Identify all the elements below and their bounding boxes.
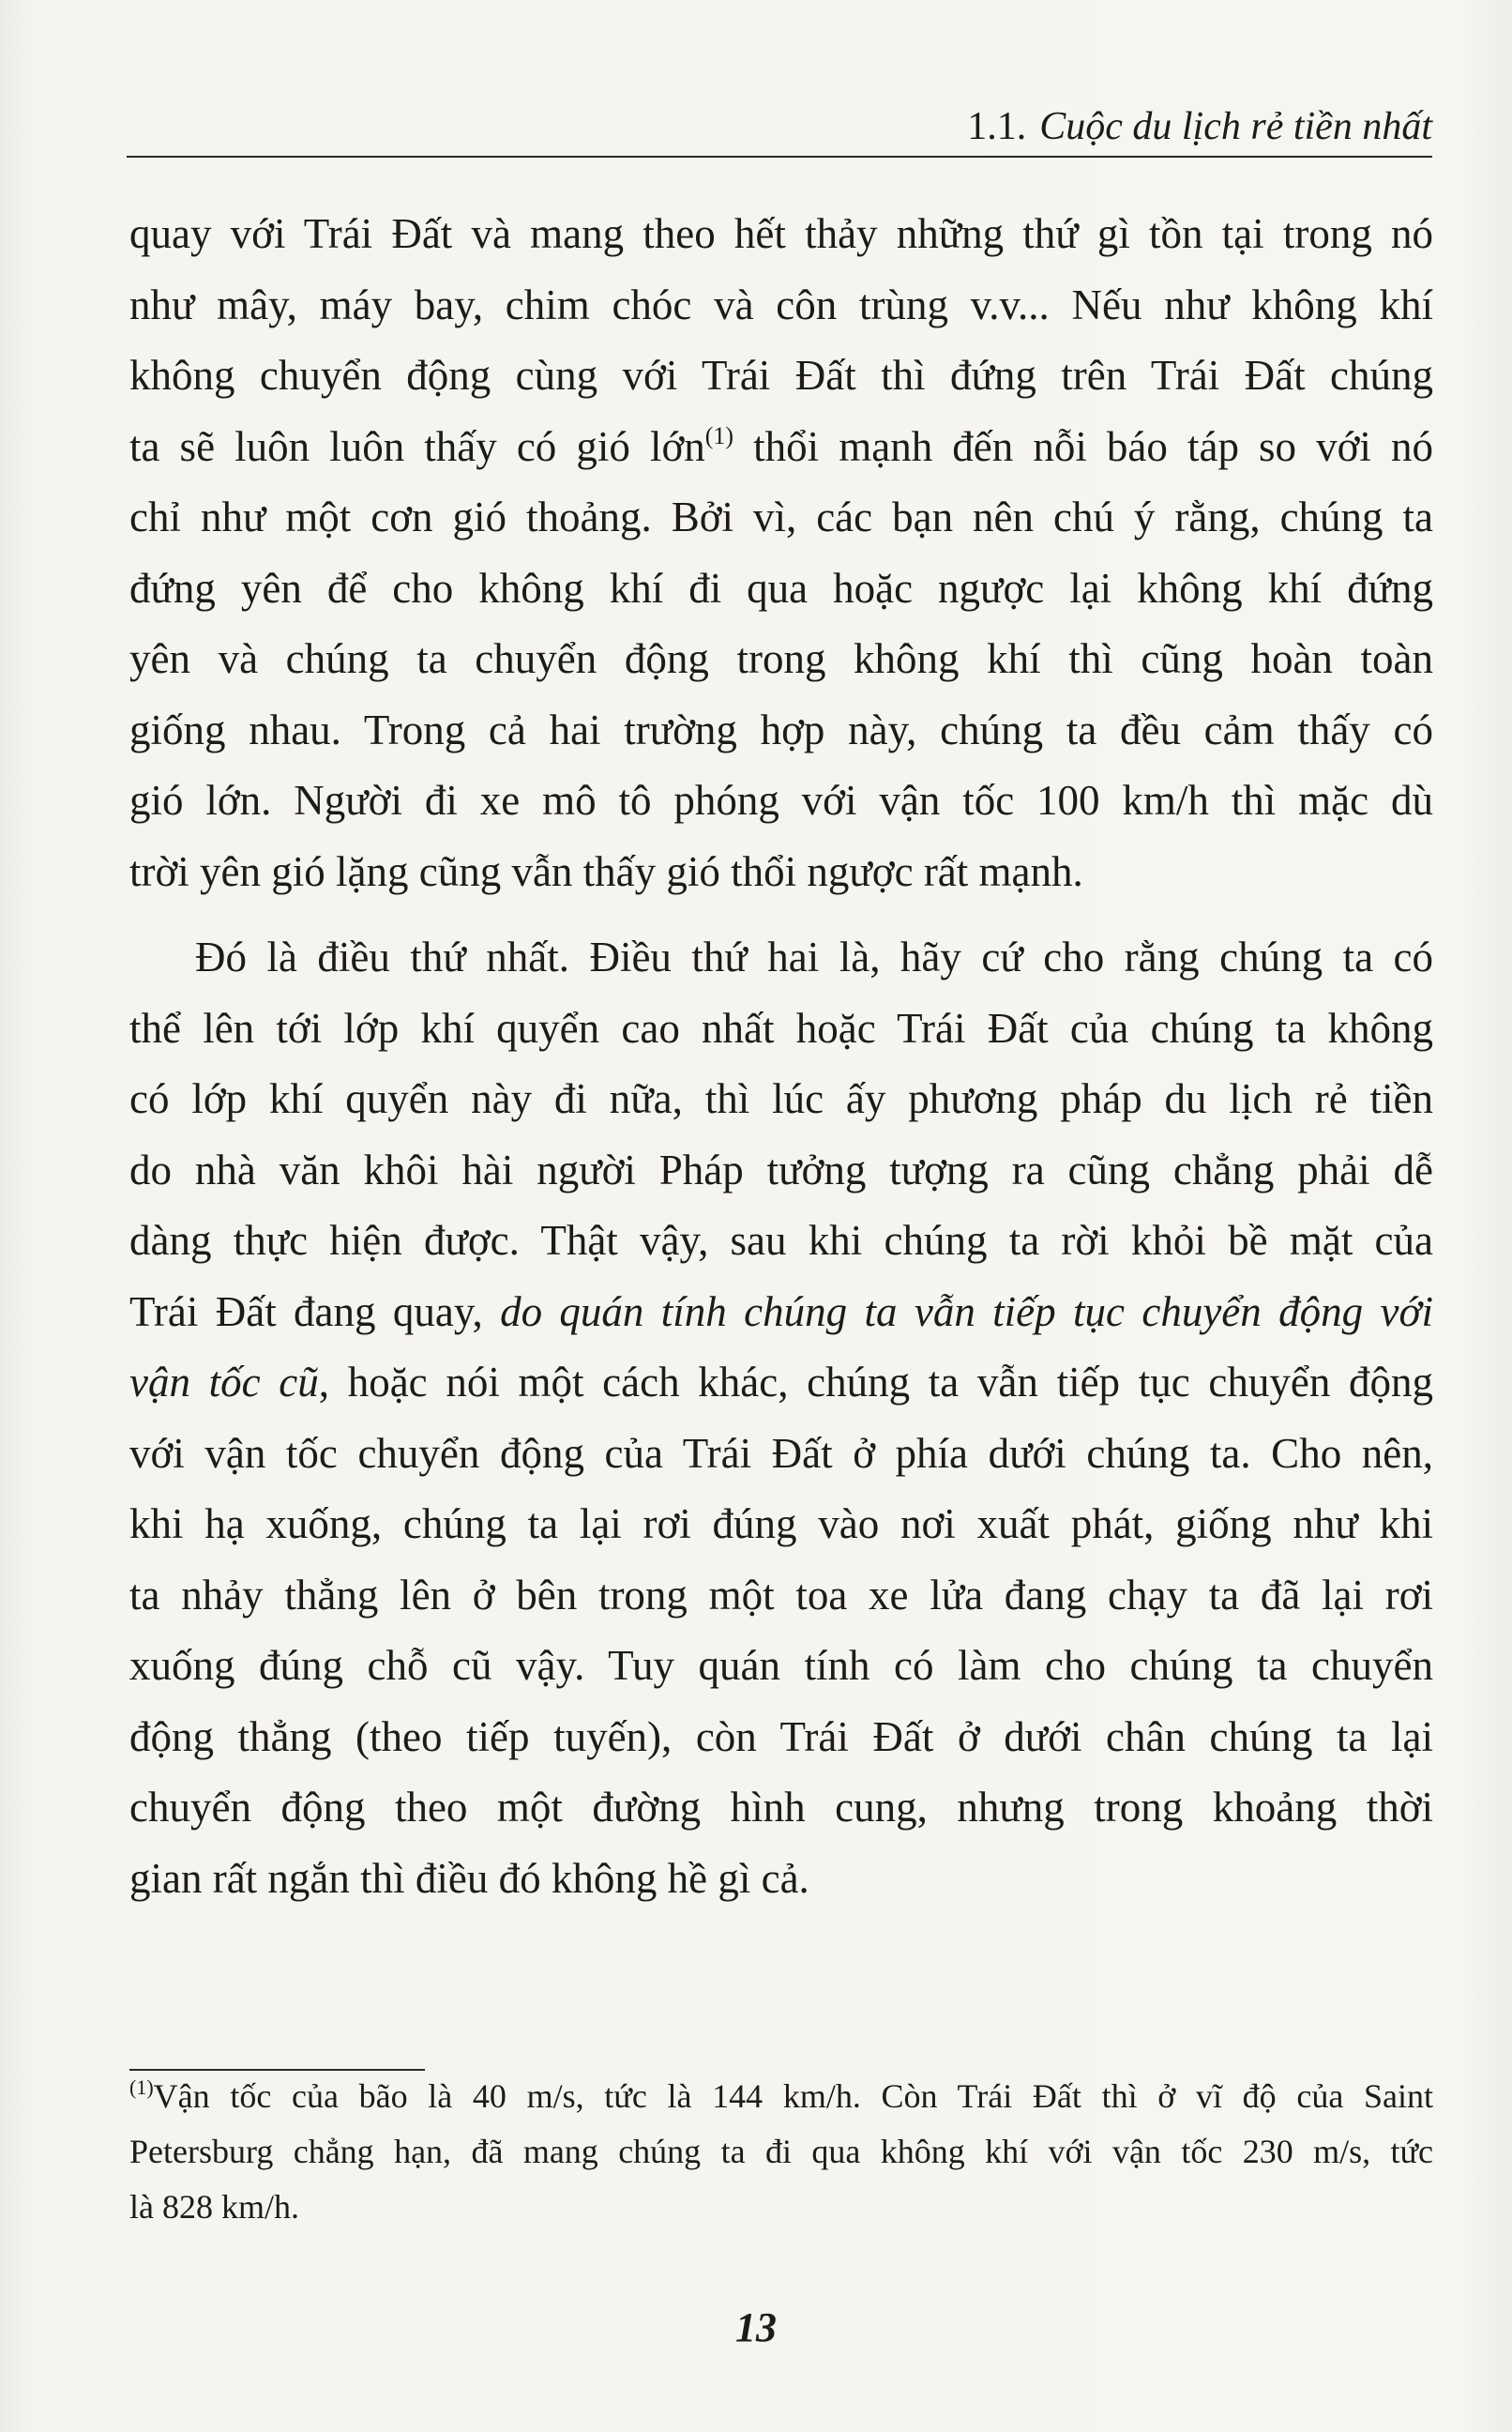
header-rule <box>127 156 1432 158</box>
text-line: ta nhảy thẳng lên ở bên trong một toa xe lửa đang chạy ta đã lại rơi <box>129 1571 1433 1619</box>
text-line: gió lớn. Người đi xe mô tô phóng với vận tốc 100 km/h thì mặc dù <box>129 777 1433 824</box>
text-segment: Trái Đất đang quay, <box>129 1287 501 1335</box>
text-line <box>129 412 1433 483</box>
text-line <box>129 1347 1433 1419</box>
footnote-reference: (1) <box>704 421 734 449</box>
footnote-marker: (1) <box>129 2075 154 2099</box>
running-head <box>967 101 1432 152</box>
section-number: 1.1. <box>967 105 1027 148</box>
body-text <box>129 199 1433 1914</box>
text-line: quay với Trái Đất và mang theo hết thảy những thứ gì tồn tại trong nó <box>129 210 1433 257</box>
text-line: động thẳng (theo tiếp tuyến), còn Trái Đất ở dưới chân chúng ta lại <box>129 1712 1433 1760</box>
text-line: chuyển động theo một đường hình cung, nhưng trong khoảng thời <box>129 1784 1433 1831</box>
text-line: như mây, máy bay, chim chóc và côn trùng v.v... Nếu như không khí <box>129 281 1433 328</box>
page-number: 13 <box>735 2304 777 2350</box>
text-line <box>129 1277 1433 1348</box>
text-line: dàng thực hiện được. Thật vậy, sau khi chúng ta rời khỏi bề mặt của <box>129 1217 1433 1264</box>
text-line: có lớp khí quyển này đi nữa, thì lúc ấy phương pháp du lịch rẻ tiền <box>129 1075 1433 1122</box>
footnote <box>129 2069 1433 2235</box>
paragraph-2 <box>129 922 1433 1914</box>
footnote-line <box>129 2069 1433 2124</box>
text-segment: Vận tốc của bão là 40 m/s, tức là 144 km/h. Còn Trái Đất thì ở vĩ độ của Saint <box>153 2077 1433 2115</box>
text-line: yên và chúng ta chuyển động trong không khí thì cũng hoàn toàn <box>129 635 1433 682</box>
text-line: gian rất ngắn thì điều đó không hề gì cả. <box>129 1854 809 1902</box>
text-line: do nhà văn khôi hài người Pháp tưởng tượng ra cũng chẳng phải dễ <box>129 1146 1433 1193</box>
text-segment: thổi mạnh đến nỗi báo táp so với nó <box>733 422 1434 470</box>
footnote-line: là 828 km/h. <box>129 2188 299 2226</box>
text-segment: , hoặc nói một cách khác, chúng ta vẫn tiếp tục chuyển động <box>318 1359 1433 1406</box>
text-line: thể lên tới lớp khí quyển cao nhất hoặc Trái Đất của chúng ta không <box>129 1004 1433 1052</box>
section-title: Cuộc du lịch rẻ tiền nhất <box>1039 105 1432 148</box>
text-line: xuống đúng chỗ cũ vậy. Tuy quán tính có làm cho chúng ta chuyển <box>129 1642 1433 1689</box>
italic-segment: do quán tính chúng ta vẫn tiếp tục chuyển động với <box>500 1287 1433 1335</box>
text-line: không chuyển động cùng với Trái Đất thì đứng trên Trái Đất chúng <box>129 352 1433 399</box>
paragraph-1 <box>129 199 1433 907</box>
text-line: chỉ như một cơn gió thoảng. Bởi vì, các bạn nên chú ý rằng, chúng ta <box>129 494 1433 540</box>
footnote-line: Petersburg chẳng hạn, đã mang chúng ta đi qua không khí với vận tốc 230 m/s, tức <box>129 2133 1433 2170</box>
text-line: khi hạ xuống, chúng ta lại rơi đúng vào nơi xuất phát, giống như khi <box>129 1500 1433 1547</box>
text-line: giống nhau. Trong cả hai trường hợp này, chúng ta đều cảm thấy có <box>129 706 1433 753</box>
text-line: với vận tốc chuyển động của Trái Đất ở phía dưới chúng ta. Cho nên, <box>129 1429 1433 1477</box>
text-line: trời yên gió lặng cũng vẫn thấy gió thổi ngược rất mạnh. <box>129 847 1083 895</box>
text-line: Đó là điều thứ nhất. Điều thứ hai là, hãy cứ cho rằng chúng ta có <box>195 934 1433 980</box>
text-segment: ta sẽ luôn luôn thấy có gió lớn <box>129 422 705 470</box>
text-line: đứng yên để cho không khí đi qua hoặc ngược lại không khí đứng <box>129 564 1433 612</box>
italic-segment: vận tốc cũ <box>129 1359 319 1406</box>
